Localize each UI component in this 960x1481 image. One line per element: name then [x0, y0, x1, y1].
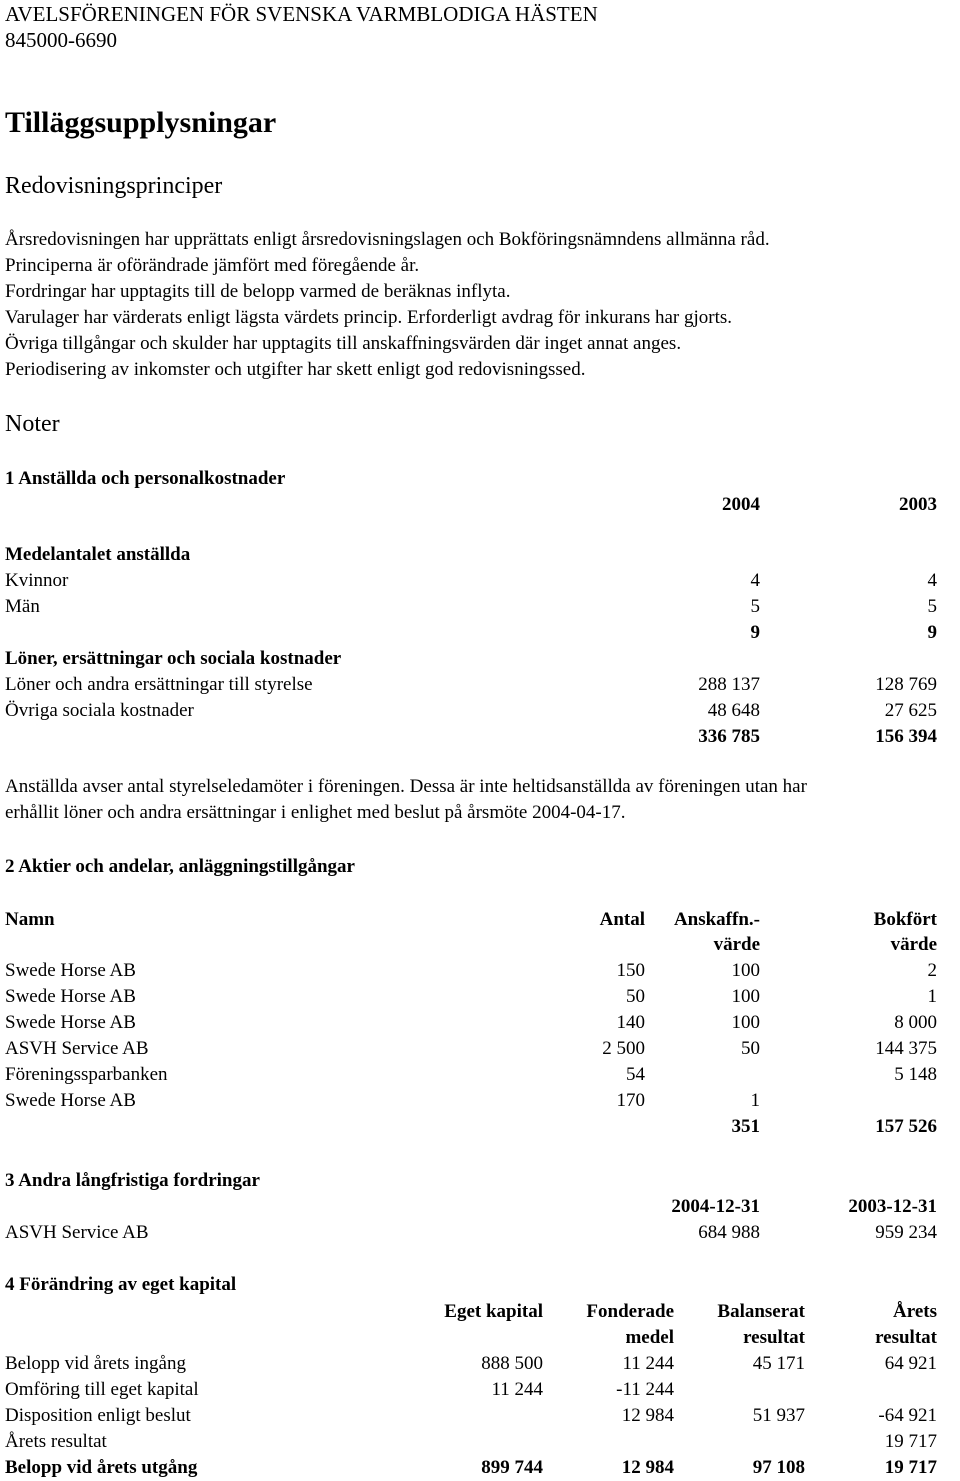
- note2-header-book: Bokfört: [873, 909, 937, 930]
- note2-row-cost: 1: [750, 1090, 760, 1111]
- note3-date-2003: 2003-12-31: [848, 1196, 937, 1217]
- note3-row-label: ASVH Service AB: [5, 1222, 149, 1243]
- note1-row-value-2003: 5: [927, 596, 937, 617]
- note4-row-result: 19 717: [884, 1431, 937, 1452]
- note4-row-funds: 11 244: [622, 1353, 674, 1374]
- principles-line: Övriga tillgångar och skulder har upptagits till anskaffningsvärden där inget annat anges.: [5, 333, 682, 354]
- note2-row-book: 1: [927, 986, 937, 1007]
- note2-row-cost: 100: [731, 986, 760, 1007]
- note2-row-book: 144 375: [875, 1038, 937, 1059]
- note1-row-label: Löner och andra ersättningar till styrelse: [5, 674, 313, 695]
- note1-text-line: Anställda avser antal styrelseledamöter i föreningen. Dessa är inte heltidsanställda av föreningen utan har: [5, 776, 807, 797]
- principles-heading: Redovisningsprinciper: [5, 173, 223, 199]
- note1-row-value-2004: 288 137: [698, 674, 760, 695]
- note2-title: 2 Aktier och andelar, anläggningstillgångar: [5, 856, 355, 877]
- note2-row-count: 54: [626, 1064, 645, 1085]
- note4-header-result: Årets: [893, 1301, 937, 1322]
- principles-line: Årsredovisningen har upprättats enligt årsredovisningslagen och Bokföringsnämndens allmänna råd.: [5, 229, 770, 250]
- note4-row-label: Årets resultat: [5, 1431, 107, 1452]
- note2-row-count: 2 500: [602, 1038, 645, 1059]
- note4-total-funds: 12 984: [621, 1457, 674, 1478]
- note4-total-equity: 899 744: [481, 1457, 543, 1478]
- note4-header-result-line2: resultat: [875, 1327, 937, 1348]
- note2-row-name: ASVH Service AB: [5, 1038, 149, 1059]
- note1-row-value-2003: 27 625: [884, 700, 937, 721]
- note2-total-cost: 351: [731, 1116, 760, 1137]
- note2-row-book: 2: [927, 960, 937, 981]
- note2-row-count: 150: [616, 960, 645, 981]
- notes-heading: Noter: [5, 411, 60, 437]
- note2-row-count: 170: [616, 1090, 645, 1111]
- note2-header-cost-line2: värde: [713, 934, 760, 955]
- note4-total-result: 19 717: [884, 1457, 937, 1478]
- note2-row-name: Swede Horse AB: [5, 1012, 136, 1033]
- note2-row-cost: 100: [731, 960, 760, 981]
- note4-row-retained: 45 171: [752, 1353, 805, 1374]
- note2-header-book-line2: värde: [890, 934, 937, 955]
- note4-header-funds: Fonderade: [586, 1301, 674, 1322]
- note3-row-value-2003: 959 234: [875, 1222, 937, 1243]
- note4-row-result: 64 921: [884, 1353, 937, 1374]
- note1-avg-heading: Medelantalet anställda: [5, 544, 191, 565]
- note4-row-label: Disposition enligt beslut: [5, 1405, 191, 1426]
- note1-year-2004: 2004: [722, 494, 760, 515]
- note4-row-label: Omföring till eget kapital: [5, 1379, 199, 1400]
- principles-line: Varulager har värderats enligt lägsta värdets princip. Erforderligt avdrag för inkurans har gjorts.: [5, 307, 733, 328]
- note4-title: 4 Förändring av eget kapital: [5, 1274, 237, 1295]
- note1-row-value-2004: 5: [750, 596, 760, 617]
- note3-row-value-2004: 684 988: [698, 1222, 760, 1243]
- note1-wages-total-2004: 336 785: [698, 726, 760, 747]
- note4-row-label: Belopp vid årets ingång: [5, 1353, 186, 1374]
- note4-row-funds: -11 244: [616, 1379, 674, 1400]
- organization-number: 845000-6690: [5, 28, 117, 52]
- note2-header-name: Namn: [5, 909, 55, 930]
- note2-row-count: 50: [626, 986, 645, 1007]
- note4-row-funds: 12 984: [621, 1405, 674, 1426]
- note4-row-retained: 51 937: [752, 1405, 805, 1426]
- note4-header-funds-line2: medel: [625, 1327, 674, 1348]
- principles-line: Fordringar har upptagits till de belopp varmed de beräknas inflyta.: [5, 281, 511, 302]
- note1-row-label: Övriga sociala kostnader: [5, 700, 194, 721]
- note1-row-value-2004: 48 648: [707, 700, 760, 721]
- note4-header-retained-line2: resultat: [743, 1327, 805, 1348]
- note3-date-2004: 2004-12-31: [671, 1196, 760, 1217]
- note1-row-value-2003: 128 769: [875, 674, 937, 695]
- note2-row-name: Swede Horse AB: [5, 960, 136, 981]
- note1-year-2003: 2003: [899, 494, 937, 515]
- note2-row-name: Swede Horse AB: [5, 986, 136, 1007]
- note2-row-name: Swede Horse AB: [5, 1090, 136, 1111]
- note1-row-value-2004: 4: [750, 570, 760, 591]
- note2-row-book: 8 000: [894, 1012, 937, 1033]
- note4-row-equity: 11 244: [491, 1379, 543, 1400]
- note4-row-equity: 888 500: [481, 1353, 543, 1374]
- note4-header-equity: Eget kapital: [444, 1301, 543, 1322]
- page-title: Tilläggsupplysningar: [5, 106, 277, 139]
- note1-title: 1 Anställda och personalkostnader: [5, 468, 286, 489]
- principles-line: Periodisering av inkomster och utgifter har skett enligt god redovisningssed.: [5, 359, 586, 380]
- organization-name: AVELSFÖRENINGEN FÖR SVENSKA VARMBLODIGA HÄSTEN: [5, 2, 598, 26]
- note4-header-retained: Balanserat: [717, 1301, 805, 1322]
- note1-row-label: Kvinnor: [5, 570, 69, 591]
- note1-text-line: erhållit löner och andra ersättningar i enlighet med beslut på årsmöte 2004-04-17.: [5, 802, 626, 823]
- note2-row-count: 140: [616, 1012, 645, 1033]
- note1-wages-total-2003: 156 394: [875, 726, 937, 747]
- note1-avg-total-2003: 9: [927, 622, 937, 643]
- note4-total-retained: 97 108: [752, 1457, 805, 1478]
- note1-avg-total-2004: 9: [750, 622, 760, 643]
- note2-row-book: 5 148: [894, 1064, 937, 1085]
- principles-line: Principerna är oförändrade jämfört med föregående år.: [5, 255, 420, 276]
- note2-row-cost: 50: [741, 1038, 760, 1059]
- note2-total-book: 157 526: [875, 1116, 937, 1137]
- note4-total-label: Belopp vid årets utgång: [5, 1457, 198, 1478]
- note2-row-cost: 100: [731, 1012, 760, 1033]
- note4-row-result: -64 921: [878, 1405, 937, 1426]
- note1-wages-heading: Löner, ersättningar och sociala kostnader: [5, 648, 342, 669]
- note1-row-value-2003: 4: [927, 570, 937, 591]
- note2-header-cost: Anskaffn.-: [673, 909, 760, 930]
- note2-header-count: Antal: [599, 909, 645, 930]
- note2-row-name: Föreningssparbanken: [5, 1064, 168, 1085]
- note3-title: 3 Andra långfristiga fordringar: [5, 1170, 260, 1191]
- note1-row-label: Män: [5, 596, 40, 617]
